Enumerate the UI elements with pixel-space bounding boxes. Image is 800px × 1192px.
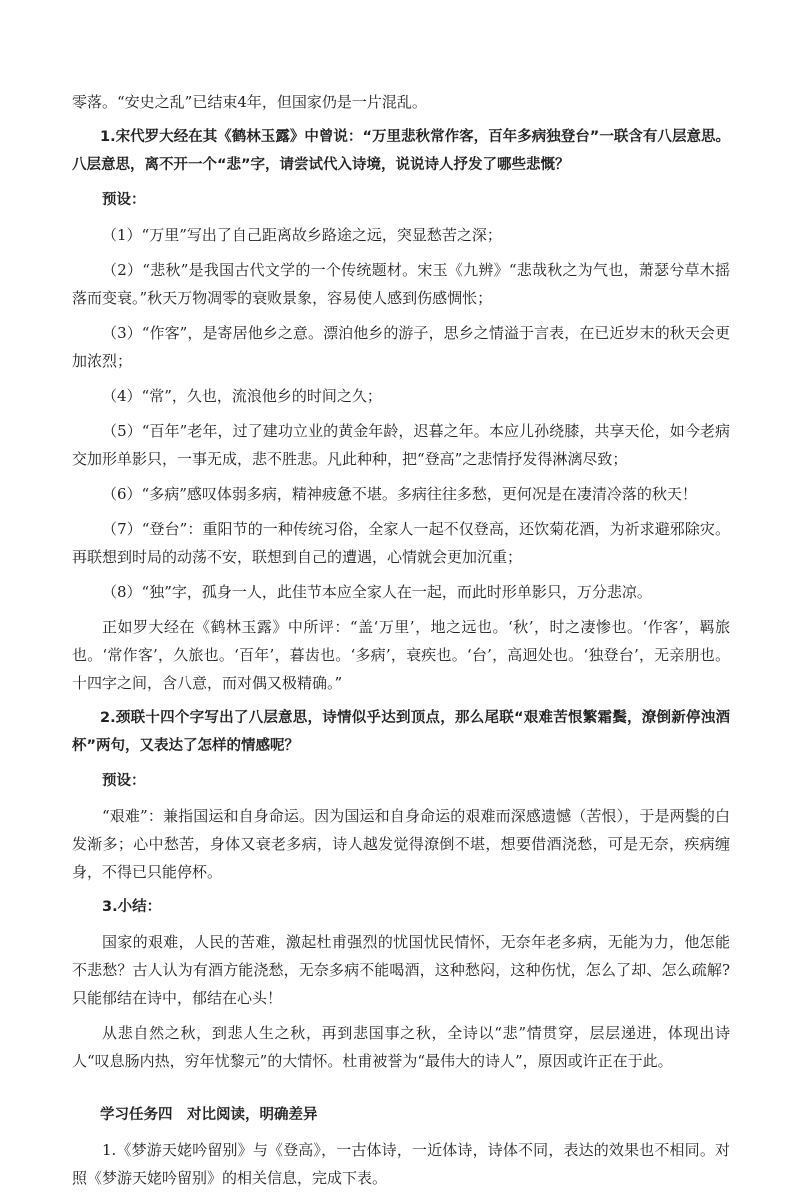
section-spacer [72,1075,730,1101]
preset-item-4: （4）“常”，久也，流浪他乡的时间之久； [102,387,382,405]
quote-paragraph: 正如罗大经在《鹤林玉露》中所评：“盖‘万里’，地之远也。‘秋’，时之凄惨也。‘作客’，羁旅也。‘常作客’，久旅也。‘百年’，暮齿也。‘多病’，衰疾也。‘台’，高迥处也。‘独登台’，无亲朋也。十四字之间，含八意，而对偶又极精确。” [72,618,730,692]
question-2: 2.颈联十四个字写出了八层意思，诗情似乎达到顶点，那么尾联“艰难苦恨繁霜鬓，潦倒新停浊酒杯”两句，又表达了怎样的情感呢？ [72,710,730,754]
intro-paragraph: 零落。“安史之乱”已结束4年，但国家仍是一片混乱。 [72,93,427,111]
preset-item-3: （3）“作客”，是寄居他乡之意。漂泊他乡的游子，思乡之情溢于言表，在已近岁末的秋天会更加浓烈； [72,324,730,370]
document-body [72,88,730,1192]
preset-item-5: （5）“百年”老年，过了建功立业的黄金年龄，迟暮之年。本应儿孙绕膝，共享天伦，如今老病交加形单影只，一事无成，悲不胜悲。凡此种种，把“登高”之悲情抒发得淋漓尽致； [72,422,730,468]
preset-item-6: （6）“多病”感叹体弱多病，精神疲惫不堪。多病往往多愁，更何况是在凄清冷落的秋天！ [102,485,697,503]
preset-item-8: （8）“独”字，孤身一人，此佳节本应全家人在一起，而此时形单影只，万分悲凉。 [102,583,652,601]
question-1: 1.宋代罗大经在其《鹤林玉露》中曾说：“万里悲秋常作客，百年多病独登台”一联含有八层意思。八层意思，离不开一个“悲”字，请尝试代入诗境，说说诗人抒发了哪些悲慨？ [72,129,730,173]
answer-paragraph: “艰难”：兼指国运和自身命运。因为国运和自身命运的艰难而深感遗憾（苦恨），于是两鬓的白发渐多；心中愁苦，身体又衰老多病，诗人越发觉得潦倒不堪，想要借酒浇愁，可是无奈，疾病缠身，不得已只能停杯。 [72,807,730,881]
summary-paragraph-2: 从悲自然之秋，到悲人生之秋，再到悲国事之秋，全诗以“悲”情贯穿，层层递进，体现出诗人“叹息肠内热，穷年忧黎元”的大情怀。杜甫被誉为“最伟大的诗人”，原因或许正在于此。 [72,1024,730,1070]
preset-item-2: （2）“悲秋”是我国古代文学的一个传统题材。宋玉《九辨》“悲哉秋之为气也，萧瑟兮草木摇落而变衰。”秋天万物凋零的衰败景象，容易使人感到伤感惆怅； [72,261,730,307]
preset-label-1: 预设： [102,192,146,208]
preset-item-7: （7）“登台”：重阳节的一种传统习俗，全家人一起不仅登高，还饮菊花酒，为祈求避邪除灾。再联想到时局的动荡不安，联想到自己的遭遇，心情就会更加沉重； [72,520,730,566]
preset-item-1: （1）“万里”写出了自己距离故乡路途之远，突显愁苦之深； [102,226,502,244]
summary-label: 3.小结： [102,899,162,915]
task4-heading: 学习任务四 对比阅读，明确差异 [100,1107,318,1123]
preset-label-2: 预设： [102,773,146,789]
summary-paragraph-1: 国家的艰难，人民的苦难，激起杜甫强烈的忧国忧民情怀，无奈年老多病，无能为力，他怎能不悲愁？古人认为有酒方能浇愁，无奈多病不能喝酒，这种愁闷，这种伤忧，怎么了却、怎么疏解?只能郁结在诗中，郁结在心头！ [72,933,730,1007]
task4-paragraph: 1.《梦游天姥吟留别》与《登高》，一古体诗，一近体诗，诗体不同，表达的效果也不相同。对照《梦游天姥吟留别》的相关信息，完成下表。 [72,1141,730,1187]
